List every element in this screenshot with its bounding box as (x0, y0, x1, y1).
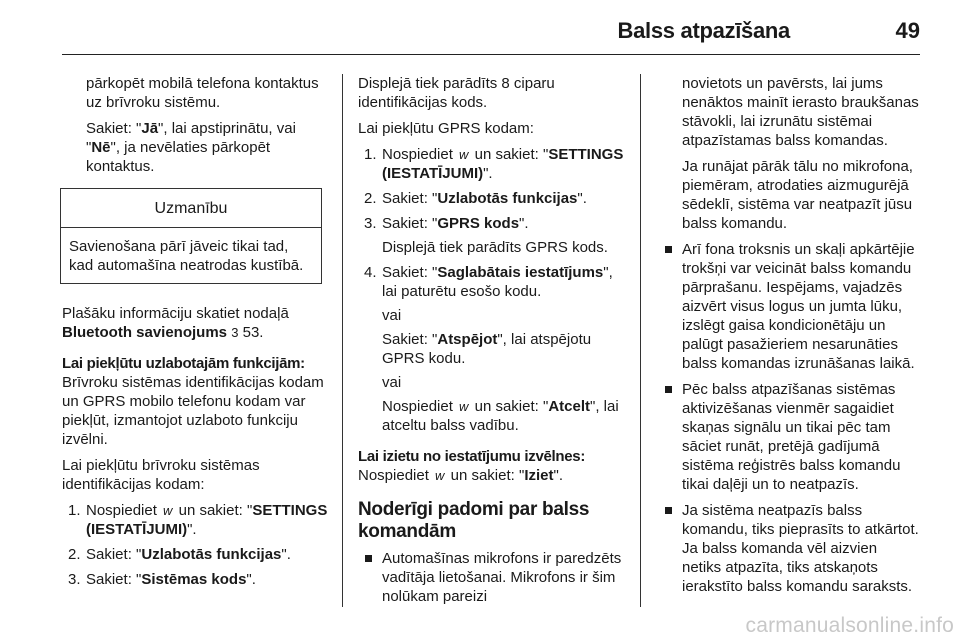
list-item: 4. Sakiet: "Saglabātais iestatījums", lai paturētu esošo kodu. vai Sakiet: "Atspējot", lai atspējotu GPRS kodu. vai Nospiediet w un sakiet: "Atcelt", lai atceltu balss vadību. (364, 264, 619, 434)
paragraph: pārkopēt mobilā telefona kontaktus uz brīvroku sistēmu. (86, 75, 319, 111)
bullet-square-icon (365, 555, 372, 562)
paragraph: Displejā tiek parādīts 8 ciparu identifikācijas kods. (358, 75, 555, 111)
list-item: 1. Nospiediet w un sakiet: "SETTINGS (IESTATĪJUMI)". (364, 146, 624, 182)
paragraph: Sakiet: "Jā", lai apstiprinātu, vai "Nē", ja nevēlaties pārkopēt kontaktus. (86, 120, 296, 175)
page-title: Balss atpazīšana (617, 18, 790, 43)
list-item: Arī fona troksnis un skaļi apkārtējie trokšņi var veicināt balss komandu pārprašanu. Iespējams, vajadzēs aizvērt visus logus un jumta lūku, izslēgt gaisa kondicionētāju un palūgt pasažieriem nesarunāties balss komandas izrunāšanas laikā. (658, 240, 920, 373)
caution-body: Savienošana pārī jāveic tikai tad, kad automašīna neatrodas kustībā. (69, 238, 304, 274)
section-reference: Bluetooth savienojums (62, 324, 228, 341)
section-heading: Lai izietu no iestatījumu izvēlnes: (358, 448, 586, 465)
column-2 (358, 74, 630, 613)
phone-icon: w (459, 399, 469, 414)
list-item: 2. Sakiet: "Uzlabotās funkcijas". (68, 546, 291, 563)
paragraph: Lai piekļūtu GPRS kodam: (358, 120, 534, 137)
paragraph: Nospiediet w un sakiet: "Iziet". (358, 467, 563, 484)
column-1 (62, 74, 330, 596)
paragraph: Brīvroku sistēmas identifikācijas kodam un GPRS mobilo telefonu kodam var piekļūt, izmantojot uzlaboto funkciju izvēlni. (62, 374, 324, 448)
phone-icon: w (459, 147, 469, 162)
caution-box (60, 188, 322, 284)
bullet-square-icon (665, 386, 672, 393)
list-item: 3. Sakiet: "GPRS kods". Displejā tiek parādīts GPRS kods. (364, 215, 608, 256)
list-item: Ja sistēma neatpazīs balss komandu, tiks pieprasīts to atkārtot. Ja balss komanda vēl aizvien netiks atpazīta, tiks atskaņots ierakstīto balss komandu saraksts. (658, 501, 920, 596)
column-divider (342, 74, 343, 607)
paragraph: novietots un pavērsts, lai jums nenāktos mainīt ierasto braukšanas stāvokli, lai izrunātu sistēmai atpazīstamas balss komandas. (682, 75, 919, 149)
watermark: carmanualsonline.info (745, 614, 954, 637)
list-item: Automašīnas mikrofons ir paredzēts vadītāja lietošanai. Mikrofons ir šim nolūkam pareizi (358, 549, 630, 606)
bullet-square-icon (665, 246, 672, 253)
steps-list (358, 145, 630, 435)
phone-icon: w (435, 468, 445, 483)
paragraph: Ja runājat pārāk tālu no mikrofona, piemēram, atrodaties aizmugurējā sēdeklī, sistēma var neatpazīt jūsu balss komandu. (682, 158, 913, 232)
tips-list (358, 549, 630, 606)
list-item: Pēc balss atpazīšanas sistēmas aktivizēšanas vienmēr sagaidiet skaņas signālu un tikai pēc tam sāciet runāt, pretējā gadījumā sistēma reģistrēs balss komandu tikai daļēji un to neatpazīs. (658, 380, 920, 494)
tips-list (658, 240, 920, 596)
list-item: 3. Sakiet: "Sistēmas kods". (68, 571, 256, 588)
list-item: 2. Sakiet: "Uzlabotās funkcijas". (364, 190, 587, 207)
phone-icon: w (163, 503, 173, 518)
paragraph: Plašāku informāciju skatiet nodaļā Bluetooth savienojums 3 53. (62, 305, 289, 341)
bullet-square-icon (665, 507, 672, 514)
section-heading: Lai piekļūtu uzlabotajām funkcijām: (62, 355, 305, 372)
page-header (62, 14, 920, 55)
list-item: 1. Nospiediet w un sakiet: "SETTINGS (IESTATĪJUMI)". (68, 502, 328, 538)
section-heading: Noderīgi padomi par balss komandām (358, 499, 590, 542)
column-divider (640, 74, 641, 607)
caution-title: Uzmanību (61, 189, 321, 228)
column-3 (658, 74, 920, 603)
steps-list (62, 501, 330, 589)
page-number: 49 (895, 18, 920, 43)
paragraph: Lai piekļūtu brīvroku sistēmas identifikācijas kodam: (62, 457, 260, 493)
page-ref-arrow-icon: 3 (231, 325, 239, 340)
